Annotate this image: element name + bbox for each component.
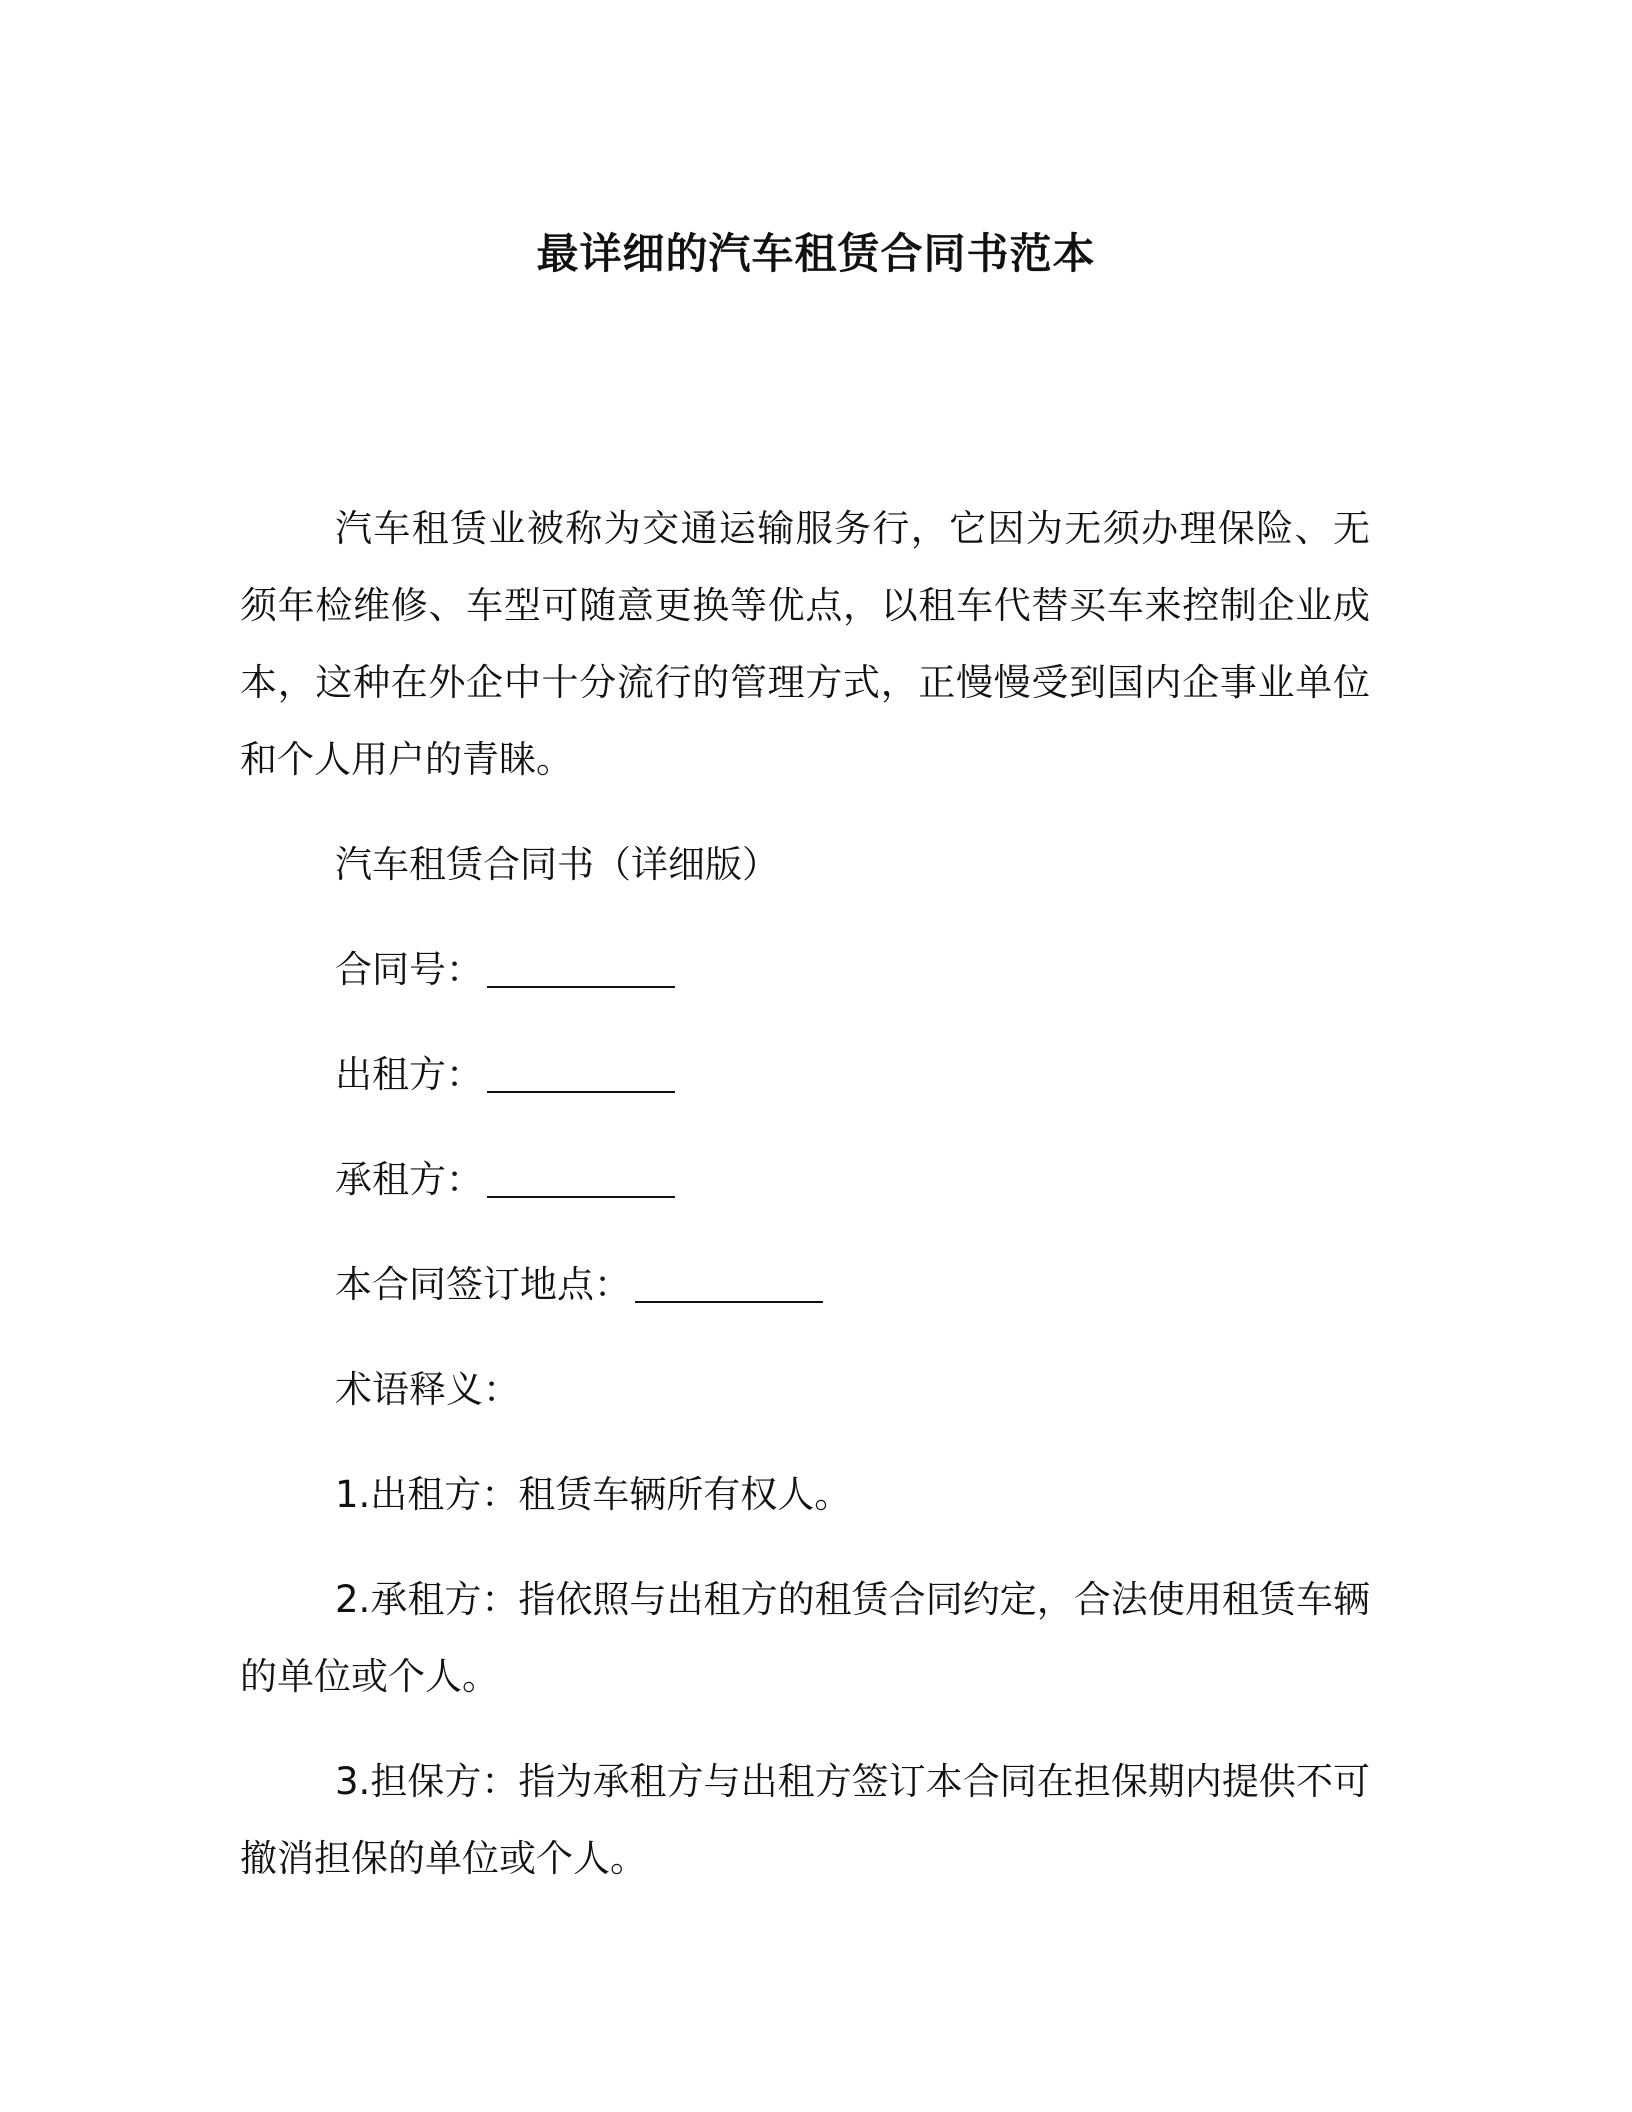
contract-number-blank bbox=[487, 952, 675, 988]
lessee-blank bbox=[487, 1162, 675, 1198]
lessor-field bbox=[240, 1036, 1370, 1113]
signing-place-blank bbox=[635, 1267, 823, 1303]
terms-heading: 术语释义： bbox=[335, 1368, 520, 1411]
term-item: 3.担保方：指为承租方与出租方签订本合同在担保期内提供不可撤消担保的单位或个人。 bbox=[240, 1760, 1370, 1880]
document-body bbox=[240, 490, 1370, 1897]
contract-number-field bbox=[240, 931, 1370, 1008]
lessee-field bbox=[240, 1141, 1370, 1218]
term-item: 1.出租方：租赁车辆所有权人。 bbox=[335, 1473, 852, 1516]
contract-number-label: 合同号： bbox=[335, 948, 483, 991]
contract-heading: 汽车租赁合同书（详细版） bbox=[335, 843, 779, 886]
lessee-label: 承租方： bbox=[335, 1158, 483, 1201]
signing-place-field bbox=[240, 1246, 1370, 1323]
lessor-blank bbox=[487, 1057, 675, 1093]
lessor-label: 出租方： bbox=[335, 1053, 483, 1096]
intro-paragraph: 汽车租赁业被称为交通运输服务行，它因为无须办理保险、无须年检维修、车型可随意更换等优点，以租车代替买车来控制企业成本，这种在外企中十分流行的管理方式，正慢慢受到国内企事业单位和个人用户的青睐。 bbox=[240, 507, 1370, 781]
term-item: 2.承租方：指依照与出租方的租赁合同约定，合法使用租赁车辆的单位或个人。 bbox=[240, 1578, 1370, 1698]
document-title: 最详细的汽车租赁合同书范本 bbox=[536, 229, 1096, 278]
signing-place-label: 本合同签订地点： bbox=[335, 1263, 631, 1306]
